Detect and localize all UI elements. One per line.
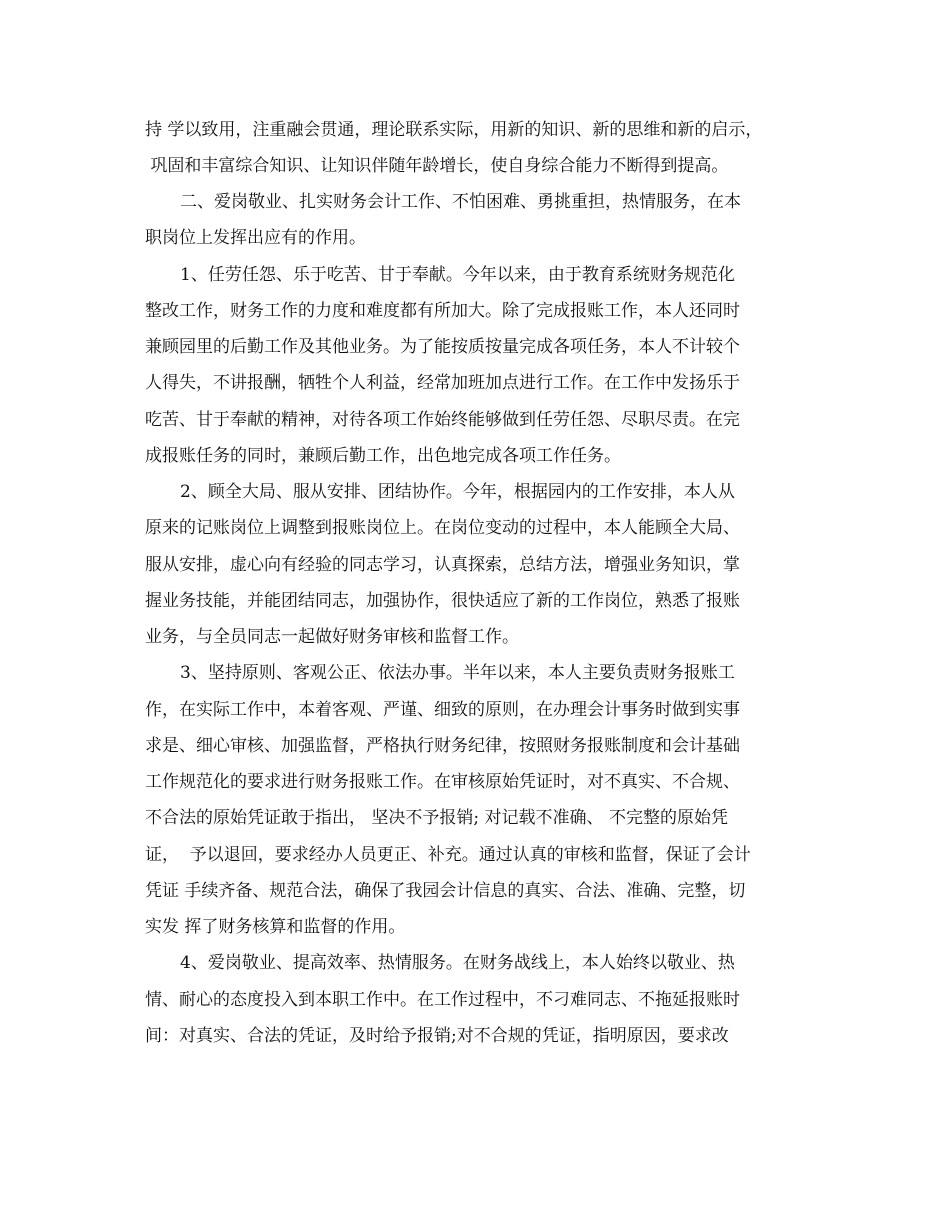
text-line: 不合法的原始凭证敢于指出， 坚决不予报销; 对记载不准确、 不完整的原始凭: [145, 808, 728, 828]
text-line: 2、顾全大局、服从安排、团结协作。今年，根据园内的工作安排，本人从: [180, 482, 735, 502]
text-line: 成报账任务的同时，兼顾后勤工作，出色地完成各项工作任务。: [145, 446, 621, 466]
text-line: 握业务技能，并能团结同志，加强协作，很快适应了新的工作岗位，熟悉了报账: [145, 591, 740, 611]
text-line: 作，在实际工作中，本着客观、严谨、细致的原则，在办理会计事务时做到实事: [145, 700, 740, 720]
text-line: 兼顾园里的后勤工作及其他业务。为了能按质按量完成各项任务，本人不计较个: [145, 337, 740, 357]
text-line: 1、任劳任怨、乐于吃苦、甘于奉献。今年以来，由于教育系统财务规范化: [180, 265, 735, 285]
text-line: 人得失，不讲报酬，牺牲个人利益，经常加班加点进行工作。在工作中发扬乐于: [145, 373, 740, 393]
text-line: 情、耐心的态度投入到本职工作中。在工作过程中，不刁难同志、不拖延报账时: [145, 990, 740, 1010]
text-line: 整改工作，财务工作的力度和难度都有所加大。除了完成报账工作，本人还同时: [145, 301, 740, 321]
text-line: 4、爱岗敬业、提高效率、热情服务。在财务战线上，本人始终以敬业、热: [180, 953, 735, 973]
text-line: 职岗位上发挥出应有的作用。: [145, 228, 366, 248]
text-line: 服从安排，虚心向有经验的同志学习，认真探索，总结方法，增强业务知识，掌: [145, 555, 740, 575]
text-line: 凭证 手续齐备、规范合法，确保了我园会计信息的真实、合法、准确、完整，切: [145, 881, 746, 901]
text-line: 求是、细心审核、加强监督，严格执行财务纪律，按照财务报账制度和会计基础: [145, 736, 740, 756]
text-line: 工作规范化的要求进行财务报账工作。在审核原始凭证时，对不真实、不合规、: [145, 772, 740, 792]
text-line: 业务，与全员同志一起做好财务审核和监督工作。: [145, 627, 519, 647]
text-line: 原来的记账岗位上调整到报账岗位上。在岗位变动的过程中，本人能顾全大局、: [145, 518, 740, 538]
text-line: 3、坚持原则、客观公正、依法办事。半年以来，本人主要负责财务报账工: [180, 663, 735, 683]
text-line: 持 学以致用，注重融会贯通，理论联系实际，用新的知识、新的思维和新的启示，: [145, 120, 763, 140]
text-line: 二、爱岗敬业、扎实财务会计工作、不怕困难、勇挑重担，热情服务，在本: [180, 192, 741, 212]
text-line: 实发 挥了财务核算和监督的作用。: [145, 917, 406, 937]
text-line: 巩固和丰富综合知识、让知识伴随年龄增长，使自身综合能力不断得到提高。: [145, 156, 729, 176]
text-line: 间：对真实、合法的凭证，及时给予报销;对不合规的凭证，指明原因，要求改: [145, 1026, 729, 1046]
text-line: 证， 予以退回，要求经办人员更正、补充。通过认真的审核和监督，保证了会计: [145, 845, 751, 865]
text-line: 吃苦、甘于奉献的精神，对待各项工作始终能够做到任劳任怨、尽职尽责。在完: [145, 410, 740, 430]
